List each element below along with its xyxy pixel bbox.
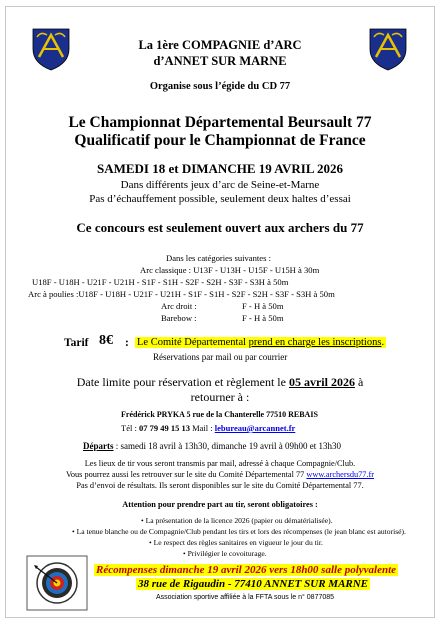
categories-barebow-label: Barebow : (161, 313, 197, 323)
departs-text: : samedi 18 avril à 13h30, dimanche 19 avril à 09h00 et 13h30 (113, 441, 341, 451)
categories-classique-senior: U18F - U18H - U21F - U21H - S1F - S1H - S2F - S2H - S3F - S3H à 50m (32, 277, 289, 287)
categories-droit-value: F - H à 50m (242, 301, 284, 311)
rewards-line2: 38 rue de Rigaudin - 77410 ANNET SUR MARNE (138, 578, 369, 590)
website-link[interactable]: www.archersdu77.fr (306, 470, 375, 479)
tarif-note-pre: Le Comité Départemental (137, 337, 249, 348)
tarif-committee-note (135, 337, 386, 348)
event-venues-note: Dans différents jeux d’arc de Seine-et-Marne (120, 179, 320, 191)
obligation-text: Privilégier le covoiturage. (187, 549, 267, 558)
warmup-note: Pas d’échauffement possible, seulement deux haltes d’essai (89, 193, 351, 205)
mail-label: Mail : (189, 423, 215, 433)
eligibility-note: Ce concours est seulement ouvert aux archers du 77 (76, 220, 364, 235)
tel-number: 07 79 49 15 13 (138, 423, 190, 433)
affiliation-note: Association sportive affiliée à la FFTA sous le n° 0877085 (156, 594, 335, 601)
ffta-target-logo-icon (26, 555, 88, 611)
reservation-note: Réservations par mail ou par courrier (153, 352, 288, 362)
departs-line (83, 441, 341, 451)
deadline-line2: retourner à : (190, 390, 250, 404)
tarif-note-post: . (381, 337, 385, 348)
tarif-label: Tarif (64, 337, 89, 349)
tarif-price: 8€ (99, 333, 113, 348)
obligation-item (149, 538, 323, 547)
deadline-text: Date limite pour réservation et règlement le (76, 375, 289, 389)
tarif-note-link: prend en charge les inscriptions (248, 337, 382, 348)
contact-address: Frédérick PRYKA 5 rue de la Chanterelle 77510 REBAIS (121, 410, 318, 419)
obligation-text: Le respect des règles sanitaires en vigueur le jour du tir. (153, 538, 323, 547)
mail-link[interactable]: lebureau@arcannet.fr (214, 423, 296, 433)
obligation-text: La tenue blanche ou de Compagnie/Club pendant les tirs et lors des récompenses (le jean blanc est autorisé). (76, 527, 406, 536)
rewards-line1: Récompenses dimanche 19 avril 2026 vers 18h00 salle polyvalente (96, 564, 397, 576)
obligation-item (183, 549, 267, 558)
organizer-name-line1: La 1ère COMPAGNIE d’ARC (138, 38, 302, 52)
bullet-icon: • (72, 527, 75, 536)
event-title-line1: Le Championnat Départemental Beursault 77 (68, 114, 372, 131)
bullet-icon: • (141, 516, 144, 525)
info-line1: Les lieux de tir vous seront transmis par mail, adressé à chaque Compagnie/Club. (84, 459, 356, 468)
deadline-line1 (6, 375, 434, 390)
event-dates: SAMEDI 18 et DIMANCHE 19 AVRIL 2026 (96, 161, 344, 176)
tel-label: Tél : (121, 423, 139, 433)
categories-droit-label: Arc droit : (161, 301, 197, 311)
flyer-page (5, 6, 435, 618)
organizer-subtitle: Organise sous l’égide du CD 77 (149, 81, 291, 92)
obligation-item (72, 527, 406, 536)
info-line2-text: Vous pourrez aussi les retrouver sur le site du Comité Départemental 77 (65, 470, 307, 479)
categories-barebow-value: F - H à 50m (242, 313, 284, 323)
departs-label: Départs (83, 441, 114, 451)
obligation-text: La présentation de la licence 2026 (papier ou dématérialisée). (145, 516, 333, 525)
obligation-item (141, 516, 333, 525)
bullet-icon: • (149, 538, 152, 547)
info-line2 (6, 470, 434, 479)
categories-intro: Dans les catégories suivantes : (166, 253, 272, 263)
obligations-title: Attention pour prendre part au tir, seront obligatoires : (122, 500, 318, 509)
categories-poulies: Arc à poulies :U18F - U18H - U21F - U21H - S1F - S1H - S2F - S2H - S3F - S3H à 50m (28, 289, 335, 299)
tarif-colon: : (125, 337, 129, 349)
deadline-date: 05 avril 2026 (288, 375, 355, 389)
deadline-text-post: à (354, 375, 364, 389)
info-line3: Pas d’envoi de résultats. Ils seront disponibles sur le site du Comité Départemental 77. (76, 481, 364, 490)
organizer-name-line2: d’ANNET SUR MARNE (153, 54, 287, 68)
contact-line (121, 423, 295, 433)
bullet-icon: • (183, 549, 186, 558)
event-title-line2: Qualificatif pour le Championnat de France (74, 132, 366, 149)
categories-classique-young: Arc classique : U13F - U13H - U15F - U15H à 30m (140, 265, 320, 275)
